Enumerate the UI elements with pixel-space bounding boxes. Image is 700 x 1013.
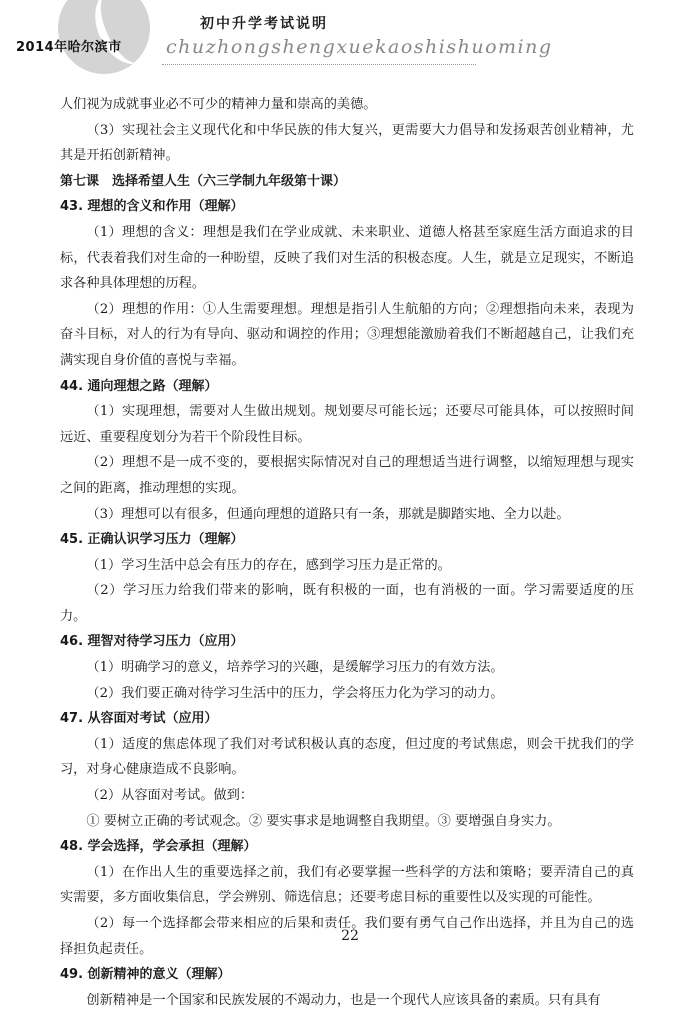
paragraph-44-3: （3）理想可以有很多，但通向理想的道路只有一条，那就是脚踏实地、全力以赴。 (86, 506, 570, 522)
section-heading-43: 43. 理想的含义和作用（理解） (60, 199, 244, 215)
header-year-city: 2014年哈尔滨市 (16, 40, 122, 55)
paragraph-43-2: （2）理想的作用：①人生需要理想。理想是指引人生航船的方向；②理想指向未来，表现为奋斗目标，对人的行为有导向、驱动和调控的作用；③理想能激励着我们不断超越自己，让我们充满实现自身价值的喜悦与幸福。 (60, 301, 634, 368)
paragraph-46-2: （2）我们要正确对待学习生活中的压力，学会将压力化为学习的动力。 (86, 685, 504, 701)
header-pinyin: chuzhongshengxuekaoshishuoming (166, 36, 553, 58)
intro-paragraph-2: （3）实现社会主义现代化和中华民族的伟大复兴，更需要大力倡导和发扬艰苦创业精神，尤其是开拓创新精神。 (60, 122, 634, 164)
paragraph-47-2: （2）从容面对考试。做到： (86, 788, 254, 804)
paragraph-48-1: （1）在作出人生的重要选择之前，我们有必要掌握一些科学的方法和策略；要弄清自己的真实需要，多方面收集信息，学会辨别、筛选信息；还要考虑目标的重要性以及实现的可能性。 (60, 864, 634, 906)
paragraph-44-2: （2）理想不是一成不变的，要根据实际情况对自己的理想适当进行调整，以缩短理想与现实之间的距离，推动理想的实现。 (60, 455, 634, 496)
paragraph-48-2: （2）每一个选择都会带来相应的后果和责任。我们要有勇气自己作出选择，并且为自己的选择担负起责任。 (60, 916, 634, 957)
header-divider (162, 64, 476, 65)
paragraph-49-1: 创新精神是一个国家和民族发展的不竭动力，也是一个现代人应该具备的素质。只有具有 (86, 992, 601, 1008)
paragraph-47-1: （1）适度的焦虑体现了我们对考试积极认真的态度，但过度的考试焦虑，则会干扰我们的学习，对身心健康造成不良影响。 (60, 736, 634, 778)
lesson-title: 第七课 选择希望人生（六三学制九年级第十课） (60, 173, 347, 189)
section-heading-47: 47. 从容面对考试（应用） (60, 711, 218, 727)
paragraph-45-2: （2）学习压力给我们带来的影响，既有积极的一面，也有消极的一面。学习需要适度的压力。 (60, 583, 634, 624)
paragraph-43-1: （1）理想的含义：理想是我们在学业成就、未来职业、道德人格甚至家庭生活方面追求的目标，代表着我们对生命的一种盼望，反映了我们对生活的积极态度。人生，就是立足现实，不断追求各种具体理想的历程。 (60, 224, 634, 292)
paragraph-47-3: ① 要树立正确的考试观念。② 要实事求是地调整自我期望。③ 要增强自身实力。 (86, 813, 561, 829)
paragraph-46-1: （1）明确学习的意义，培养学习的兴趣，是缓解学习压力的有效方法。 (86, 660, 504, 676)
page-header (0, 0, 700, 80)
paragraph-44-1: （1）实现理想，需要对人生做出规划。规划要尽可能长远；还要尽可能具体，可以按照时间远近、重要程度划分为若干个阶段性目标。 (60, 404, 634, 445)
intro-paragraph-1: 人们视为成就事业必不可少的精神力量和崇高的美德。 (60, 97, 377, 112)
header-title: 初中升学考试说明 (200, 16, 328, 32)
section-heading-45: 45. 正确认识学习压力（理解） (60, 532, 244, 548)
paragraph-45-1: （1）学习生活中总会有压力的存在，感到学习压力是正常的。 (86, 557, 451, 573)
section-heading-46: 46. 理智对待学习压力（应用） (60, 634, 244, 650)
section-heading-48: 48. 学会选择，学会承担（理解） (60, 839, 257, 855)
section-heading-44: 44. 通向理想之路（理解） (60, 378, 218, 394)
page-number: 22 (341, 928, 359, 944)
page-content (60, 92, 634, 1013)
section-heading-49: 49. 创新精神的意义（理解） (60, 967, 231, 983)
